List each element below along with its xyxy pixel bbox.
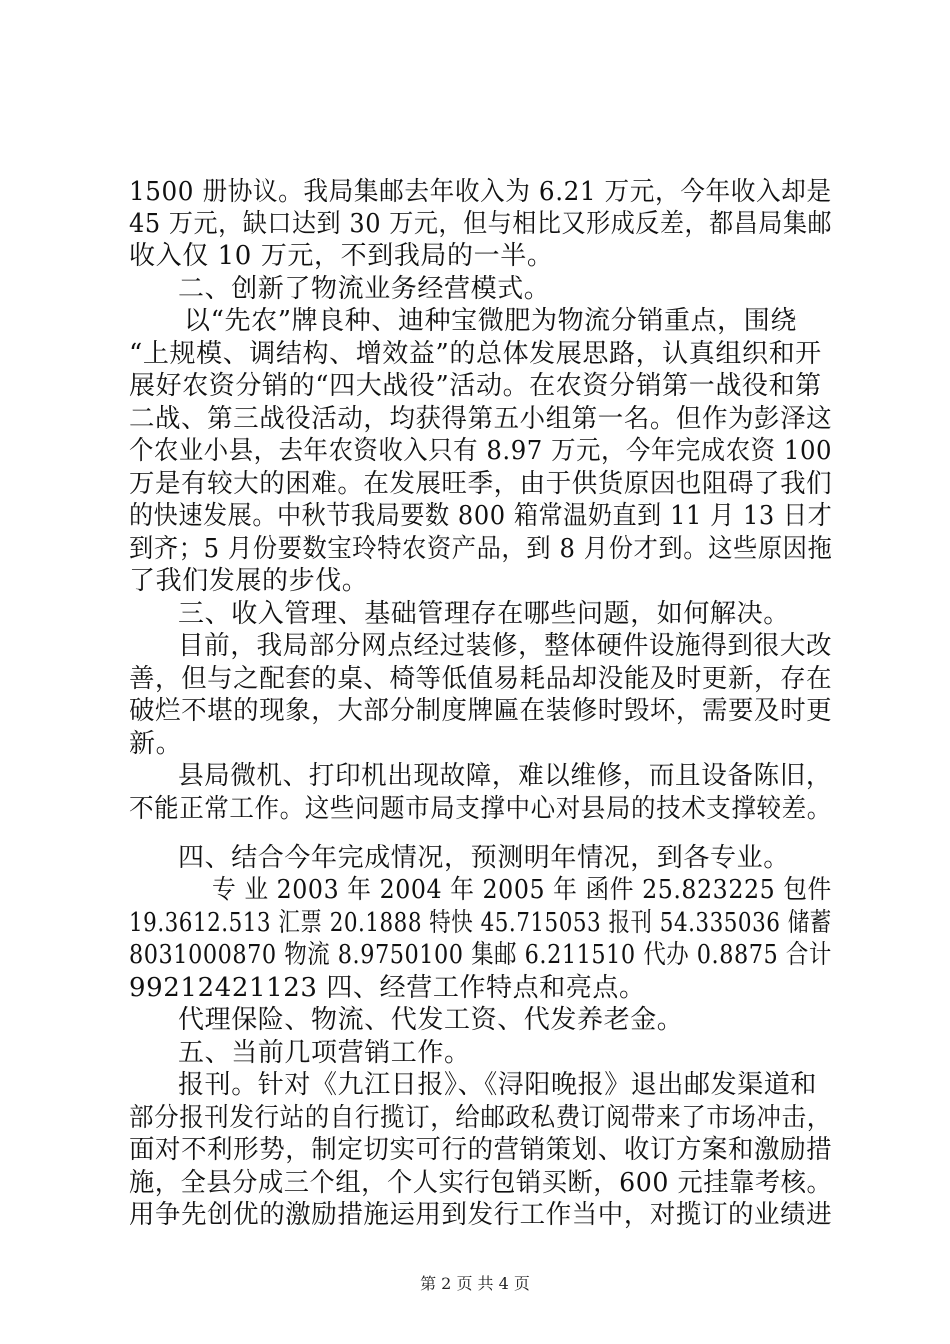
text-line: 45 万元，缺口达到 30 万元，但与相比又形成反差，都昌局集邮 [129, 209, 833, 239]
text-line: 不能正常工作。这些问题市局支撑中心对县局的技术支撑较差。 [129, 794, 832, 824]
text-line: 县局微机、打印机出现故障，难以维修，而且设备陈旧， [178, 761, 833, 791]
text-line: 用争先创优的激励措施运用到发行工作当中，对揽订的业绩进 [129, 1200, 833, 1230]
section-heading: 四、结合今年完成情况，预测明年情况，到各专业。 [178, 843, 790, 873]
text-line: 1500 册协议。我局集邮去年收入为 6.21 万元，今年收入却是 [129, 177, 832, 207]
text-line: 的快速发展。中秋节我局要数 800 箱常温奶直到 11 月 13 日才 [129, 501, 833, 531]
text-line: 二战、第三战役活动，均获得第五小组第一名。但作为彭泽这 [129, 404, 833, 434]
text-line: 面对不利形势，制定切实可行的营销策划、收订方案和激励措 [129, 1135, 833, 1165]
text-line: 展好农资分销的“四大战役”活动。在农资分销第一战役和第 [129, 371, 822, 401]
text-line: 99212421123 四、经营工作特点和亮点。 [129, 973, 646, 1003]
text-line: 到齐；5 月份要数宝玲特农资产品，到 8 月份才到。这些原因拖 [129, 534, 833, 564]
text-line: 部分报刊发行站的自行揽订，给邮政私费订阅带来了市场冲击， [129, 1103, 832, 1133]
text-line: 了我们发展的步伐。 [129, 566, 369, 596]
text-line: 新。 [129, 729, 183, 759]
section-heading: 二、创新了物流业务经营模式。 [178, 274, 551, 304]
page-footer: 第 2 页 共 4 页 [420, 1274, 530, 1293]
text-line: “上规模、调结构、增效益”的总体发展思路，认真组织和开 [129, 339, 822, 369]
text-line: 专 业 2003 年 2004 年 2005 年 函件 25.823225 包件 [212, 875, 832, 905]
text-line: 施，全县分成三个组，个人实行包销买断，600 元挂靠考核。 [129, 1168, 833, 1198]
text-line: 报刊。针对《九江日报》、《浔阳晚报》退出邮发渠道和 [178, 1070, 818, 1100]
text-line: 善，但与之配套的桌、椅等低值易耗品却没能及时更新，存在 [129, 664, 833, 694]
text-line: 收入仅 10 万元，不到我局的一半。 [129, 241, 554, 271]
text-line: 目前，我局部分网点经过装修，整体硬件设施得到很大改 [178, 631, 833, 661]
section-heading: 三、收入管理、基础管理存在哪些问题，如何解决。 [178, 599, 790, 629]
text-line: 万是有较大的困难。在发展旺季，由于供货原因也阻碍了我们 [129, 469, 833, 499]
text-line: 代理保险、物流、代发工资、代发养老金。 [178, 1005, 684, 1035]
text-line: 19.3612.513 汇票 20.1888 特快 45.715053 报刊 54.335036 储蓄 [129, 908, 832, 938]
text-line: 破烂不堪的现象，大部分制度牌匾在装修时毁坏，需要及时更 [129, 696, 833, 726]
text-line: 个农业小县，去年农资收入只有 8.97 万元，今年完成农资 100 [129, 436, 833, 466]
section-heading: 五、当前几项营销工作。 [178, 1038, 471, 1068]
text-line: 以“先农”牌良种、迪种宝微肥为物流分销重点，围绕 [184, 306, 797, 336]
text-line: 8031000870 物流 8.9750100 集邮 6.211510 代办 0.8875 合计 [129, 940, 832, 970]
